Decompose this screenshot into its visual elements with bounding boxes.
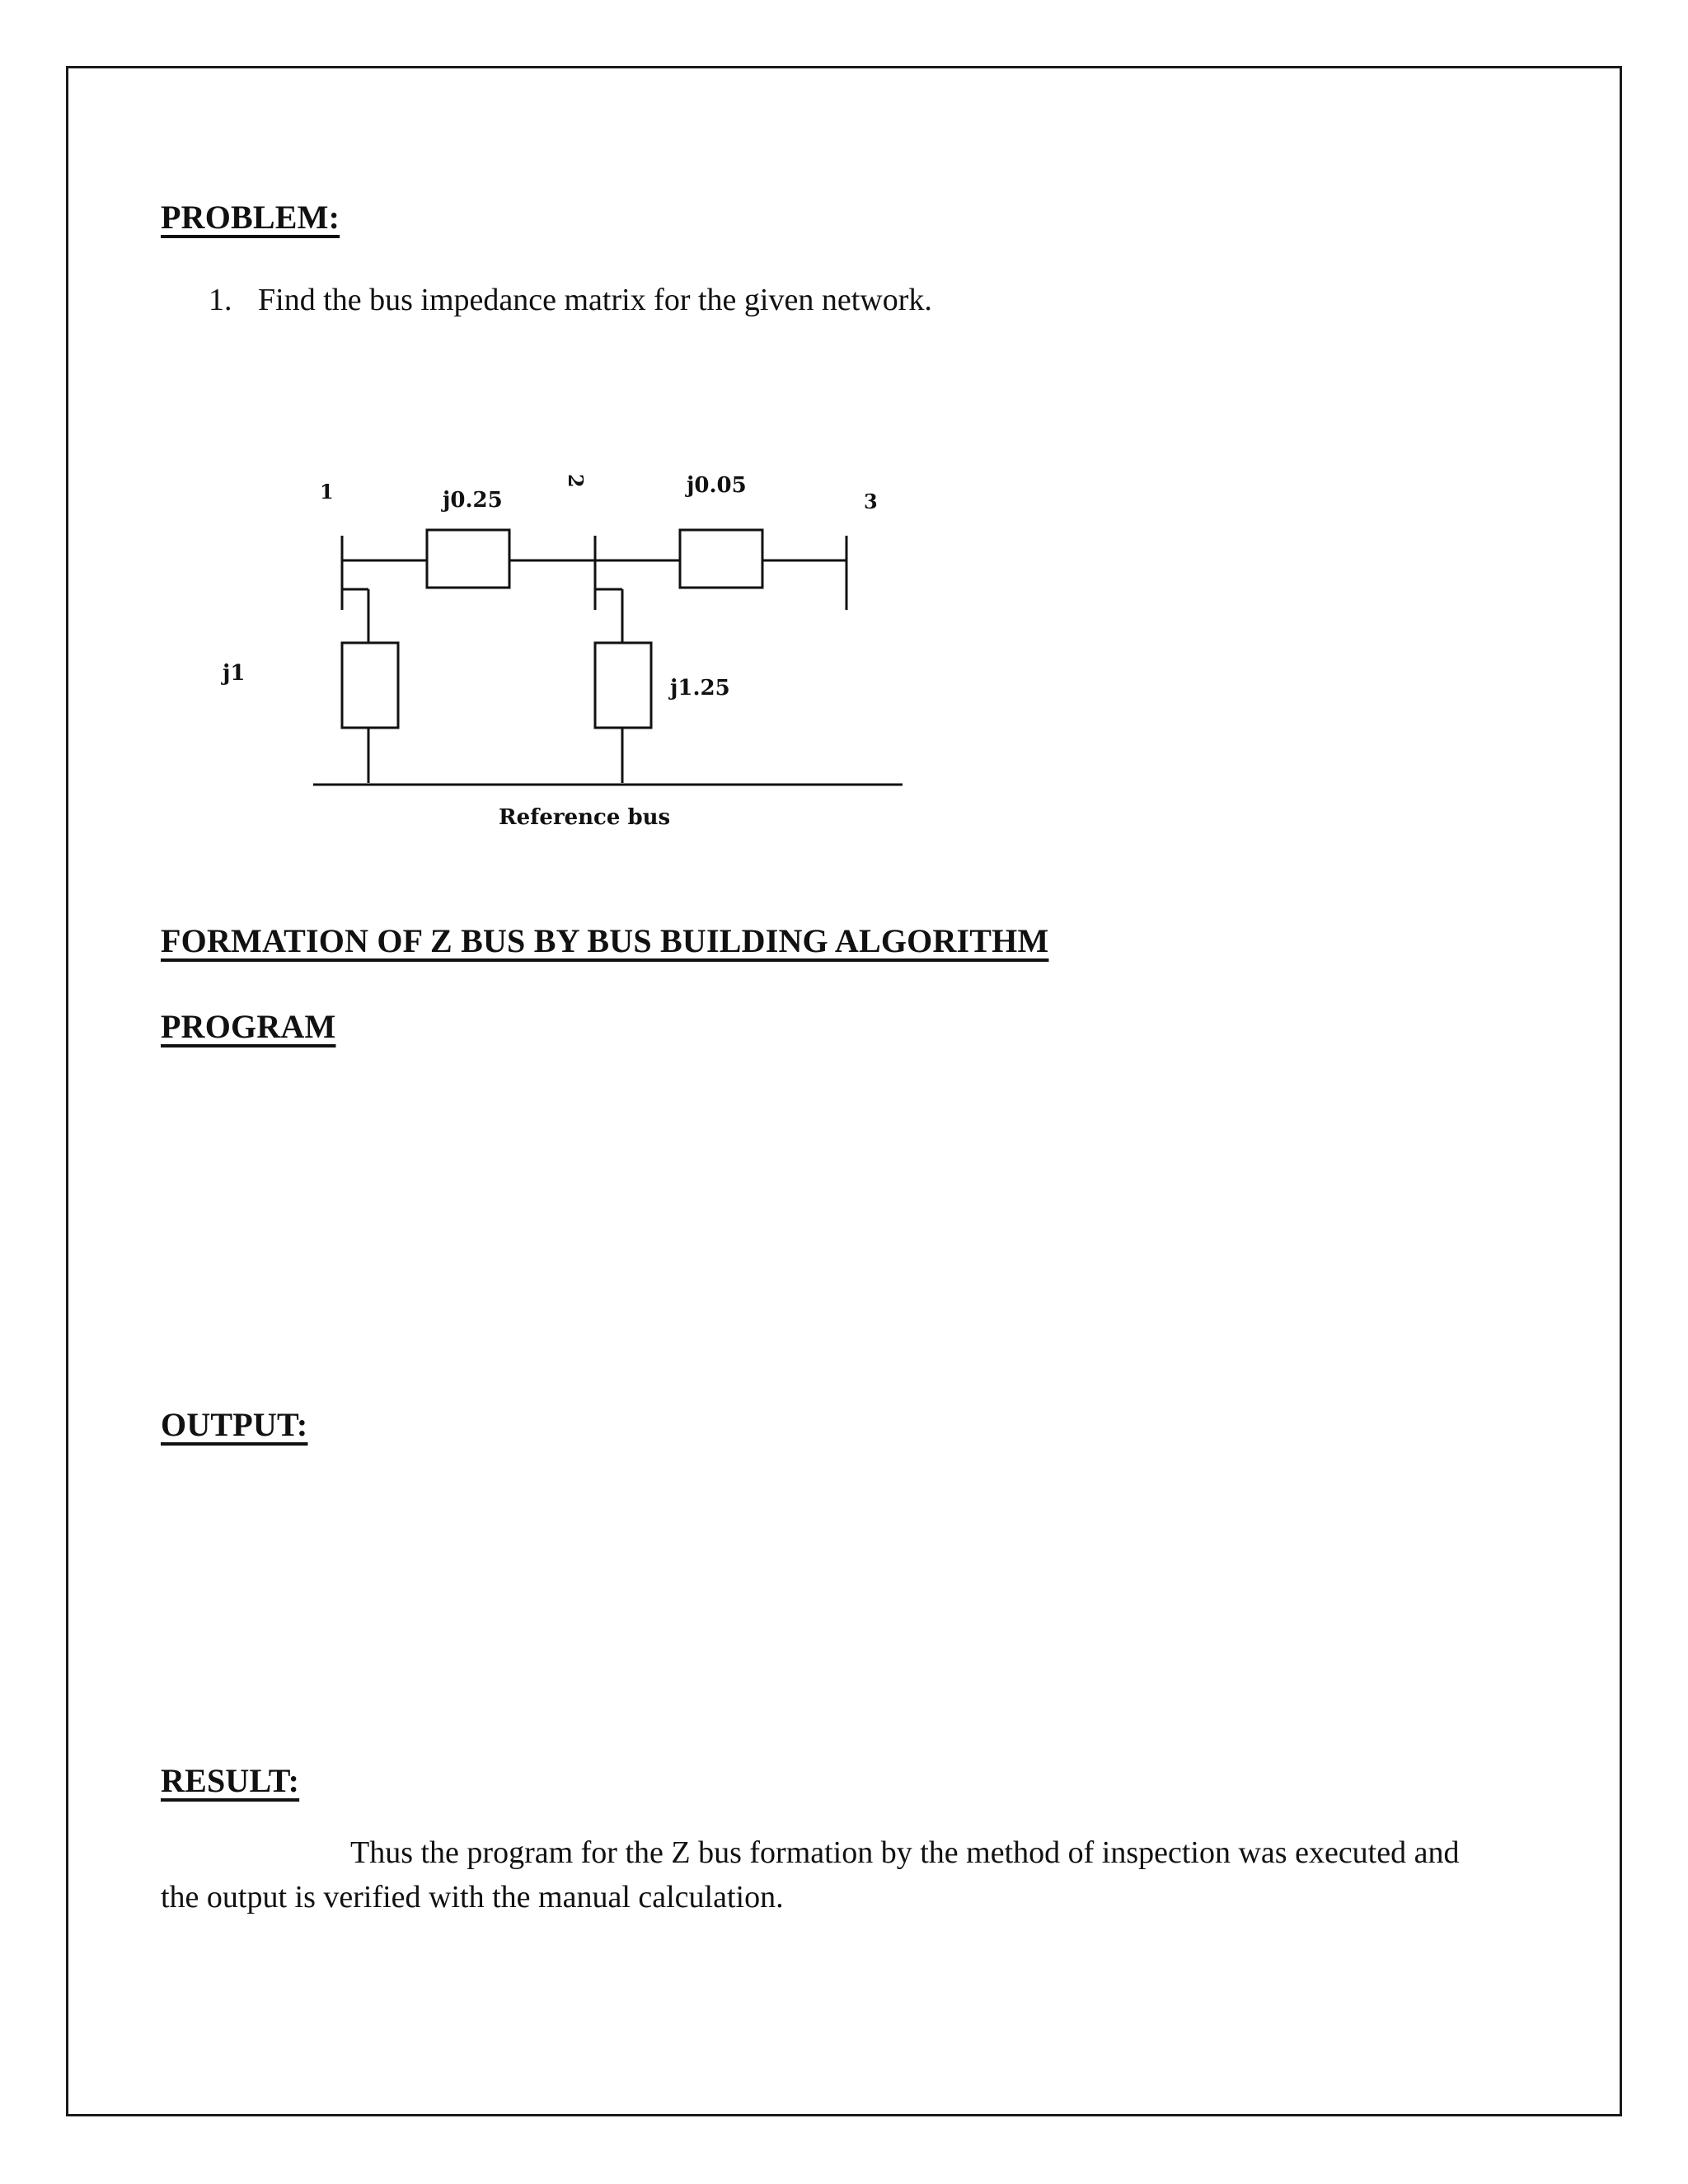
impedance-1-2-label: j0.25 [443, 488, 503, 513]
problem-item-number: 1. [209, 283, 232, 317]
impedance-1-2-box [427, 530, 509, 588]
impedance-2-3-label: j0.05 [687, 473, 747, 498]
result-text-line2: the output is verified with the manual calculation. [161, 1880, 784, 1915]
reference-bus-label: Reference bus [499, 805, 671, 830]
page-border [66, 66, 1622, 2116]
impedance-2-3-box [680, 530, 762, 588]
formation-heading: FORMATION OF Z BUS BY BUS BUILDING ALGORITHM [161, 922, 1049, 959]
problem-heading: PROBLEM: [161, 199, 340, 236]
impedance-1-ref-box [342, 643, 398, 728]
impedance-2-ref-box [595, 643, 651, 728]
bus-2-label: 2 [564, 474, 588, 488]
network-diagram [210, 457, 919, 845]
impedance-1-ref-label: j1 [223, 661, 246, 686]
result-heading: RESULT: [161, 1762, 300, 1799]
program-heading: PROGRAM [161, 1008, 336, 1045]
result-text-line1: Thus the program for the Z bus formation by the method of inspection was executed and [350, 1835, 1460, 1870]
bus-3-label: 3 [864, 490, 878, 513]
problem-item-text: Find the bus impedance matrix for the given network. [258, 283, 932, 317]
impedance-2-ref-label: j1.25 [670, 676, 730, 701]
output-heading: OUTPUT: [161, 1406, 308, 1443]
bus-1-label: 1 [320, 480, 334, 504]
